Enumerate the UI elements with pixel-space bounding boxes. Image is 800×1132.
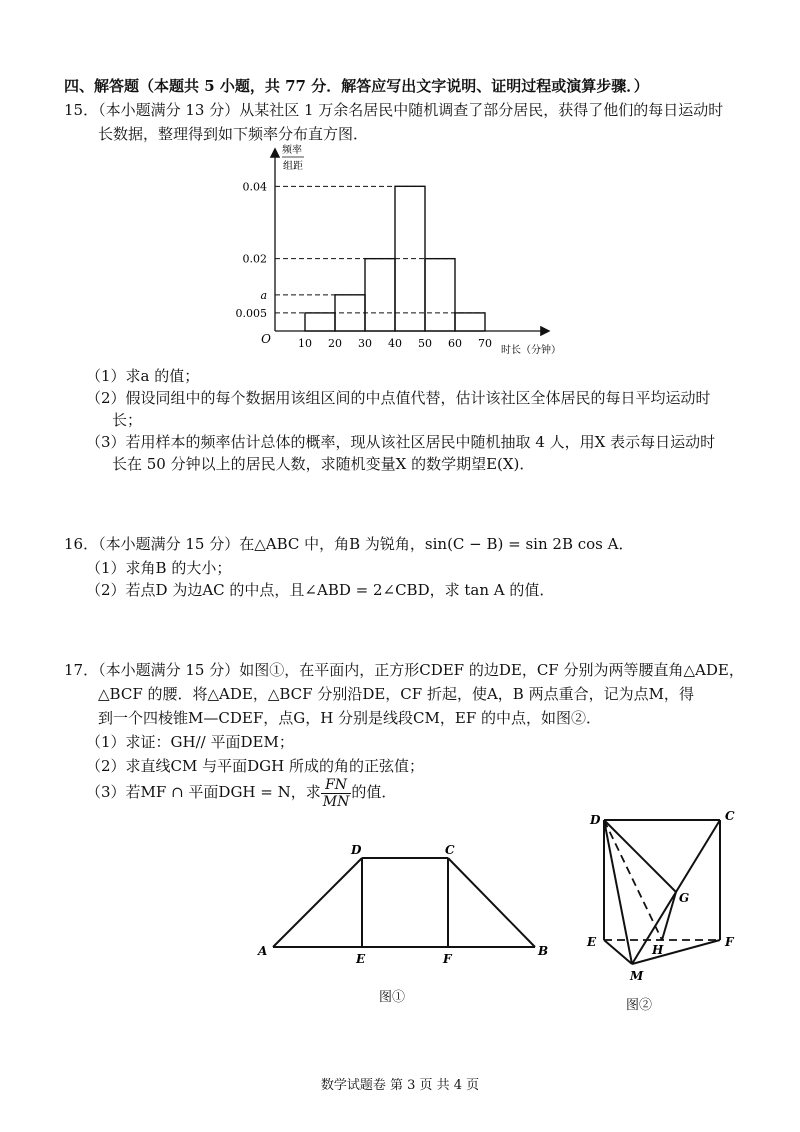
segment-AD	[273, 858, 362, 947]
figure-1-trapezoid	[250, 840, 560, 965]
x-tick-label: 50	[418, 337, 432, 350]
segment-CB	[448, 858, 535, 947]
q17-line2: △BCF 的腰．将△ADE，△BCF 分别沿DE，CF 折起，使A，B 两点重合，记为点M，得	[98, 685, 694, 703]
fig1-label-A: A	[258, 944, 268, 958]
q17-line1: 17．（本小题满分 15 分）如图①，在平面内，正方形CDEF 的边DE，CF 分别为两等腰直角△ADE，	[64, 661, 744, 679]
histogram-bar	[365, 259, 395, 331]
x-tick-label: 40	[388, 337, 402, 350]
fig2-label-H: H	[652, 943, 664, 957]
q17-part3-pre: （3）若MF ∩ 平面DGH = N，求	[86, 783, 321, 801]
fig1-label-C: C	[445, 843, 455, 857]
x-tick-label: 20	[328, 337, 342, 350]
fig1-label-E: E	[356, 952, 366, 965]
x-tick-label: 60	[448, 337, 462, 350]
x-tick-label: 70	[478, 337, 492, 350]
fig2-label-C: C	[725, 809, 735, 823]
figure-1-caption: 图①	[379, 990, 406, 1005]
q15-line1: 15．（本小题满分 13 分）从某社区 1 万余名居民中随机调查了部分居民，获得了他们的每日运动时	[64, 101, 724, 119]
q17-part3-fraction	[321, 777, 352, 810]
q16-part2: （2）若点D 为边AC 的中点，且∠ABD = 2∠CBD，求 tan A 的值．	[86, 581, 555, 599]
y-axis-label-num: 频率	[282, 145, 302, 156]
page-footer: 数学试题卷 第 3 页 共 4 页	[320, 1078, 480, 1093]
y-tick-label: a	[260, 288, 267, 302]
figure-2-caption: 图②	[626, 998, 653, 1013]
histogram-bar	[425, 259, 455, 331]
q15-part3-line1: （3）若用样本的频率估计总体的概率，现从该社区居民中随机抽取 4 人，用X 表示每日运动时	[86, 433, 716, 451]
histogram-bar	[455, 313, 485, 331]
q17-part3	[86, 776, 396, 810]
fraction-numerator: FN	[321, 777, 352, 794]
fig2-label-E: E	[587, 935, 597, 949]
fig2-label-F: F	[725, 935, 734, 949]
q15-part3-line2: 长在 50 分钟以上的居民人数，求随机变量X 的数学期望E(X)．	[112, 455, 535, 473]
y-tick-label: 0.005	[235, 306, 267, 320]
y-tick-label: 0.04	[242, 180, 267, 194]
fig1-label-D: D	[351, 843, 362, 857]
x-tick-label: 10	[298, 337, 312, 350]
q15-part2-line2: 长；	[112, 411, 143, 429]
q17-part1: （1）求证：GH// 平面DEM；	[86, 733, 294, 751]
fig1-label-F: F	[443, 952, 452, 965]
segment-DG	[604, 820, 676, 892]
frequency-histogram	[230, 140, 570, 365]
section-title: 四、解答题（本题共 5 小题，共 77 分．解答应写出文字说明、证明过程或演算步骤．）	[64, 77, 649, 95]
q17-line3: 到一个四棱锥M—CDEF，点G，H 分别是线段CM，EF 的中点，如图②．	[98, 709, 602, 727]
fig2-label-G: G	[679, 891, 690, 905]
q15-part2-line1: （2）假设同组中的每个数据用该组区间的中点值代替，估计该社区全体居民的每日平均运动时	[86, 389, 711, 407]
x-axis-label: 时长（分钟）	[501, 345, 561, 356]
fig2-label-D: D	[590, 813, 601, 827]
q17-part2: （2）求直线CM 与平面DGH 所成的角的正弦值；	[86, 757, 425, 775]
x-tick-label: 30	[358, 337, 372, 350]
hidden-segment-DH	[604, 820, 662, 940]
histogram-bar	[305, 313, 335, 331]
q17-part3-post: 的值．	[351, 783, 397, 801]
segment-GH	[662, 892, 676, 940]
fig2-label-M: M	[630, 969, 644, 983]
fraction-denominator: MN	[322, 793, 350, 810]
figure-2-pyramid	[582, 806, 742, 986]
q15-part1: （1）求a 的值；	[86, 367, 200, 385]
origin-label: O	[261, 332, 271, 346]
q15-line2: 长数据，整理得到如下频率分布直方图．	[98, 125, 369, 143]
q16-line1: 16．（本小题满分 15 分）在△ABC 中，角B 为锐角，sin(C − B) = sin 2B cos A．	[64, 535, 634, 553]
y-tick-label: 0.02	[242, 252, 267, 266]
fig1-label-B: B	[538, 944, 549, 958]
y-axis-label-den: 组距	[283, 161, 303, 172]
q16-part1: （1）求角B 的大小；	[86, 559, 232, 577]
